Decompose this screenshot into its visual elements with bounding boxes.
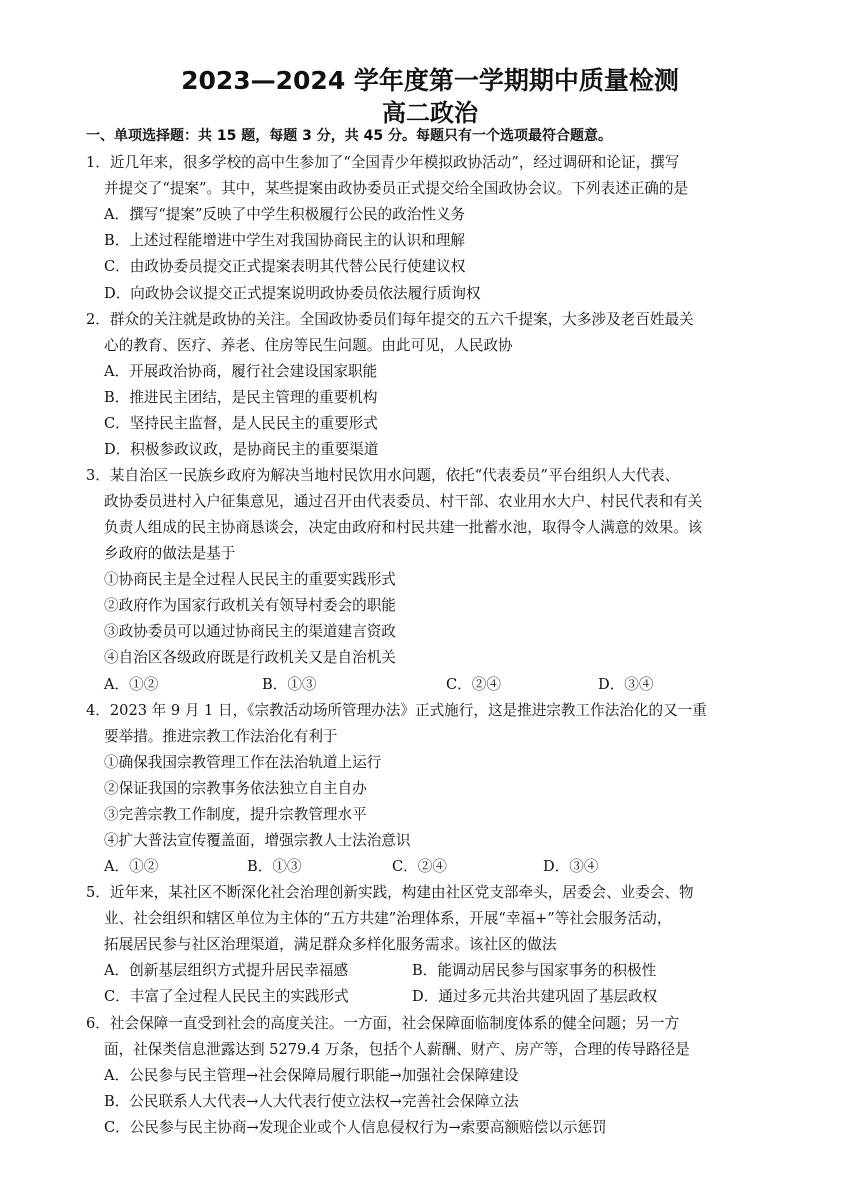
q6-option-a: A．公民参与民主管理→社会保障局履行职能→加强社会保障建设: [104, 1067, 519, 1084]
q3-option-d: D．③④: [598, 676, 654, 693]
q5-option-a: A．创新基层组织方式提升居民幸福感: [104, 962, 349, 979]
q4-option-a: A．①②: [104, 858, 159, 875]
q6-stem-line-2: 面，社保类信息泄露达到 5279.4 万条，包括个人薪酬、财产、房产等，合理的传导路径是: [104, 1041, 690, 1058]
q5-stem-line-2: 业、社会组织和辖区单位为主体的“五方共建”治理体系，开展“幸福+”等社会服务活动，: [104, 910, 672, 927]
q6-option-b: B．公民联系人大代表→人大代表行使立法权→完善社会保障立法: [104, 1093, 519, 1110]
q3-stem-line-1: 3．某自治区一民族乡政府为解决当地村民饮用水问题，依托“代表委员”平台组织人大代表、: [86, 467, 680, 484]
exam-title: 2023—2024 学年度第一学期期中质量检测: [181, 66, 679, 95]
q1-stem-line-2: 并提交了“提案”。其中，某些提案由政协委员正式提交给全国政协会议。下列表述正确的是: [104, 180, 689, 197]
exam-subject: 高二政治: [382, 99, 478, 127]
q5-stem-line-3: 拓展居民参与社区治理渠道，满足群众多样化服务需求。该社区的做法: [104, 936, 557, 953]
q4-option-c: C．②④: [392, 858, 447, 875]
q4-stem-line-2: 要举措。推进宗教工作法治化有利于: [104, 728, 338, 745]
q4-option-b: B．①③: [247, 858, 302, 875]
q4-statement-4: ④扩大普法宣传覆盖面，增强宗教人士法治意识: [104, 832, 411, 849]
q4-stem-line-1: 4．2023 年 9 月 1 日，《宗教活动场所管理办法》正式施行，这是推进宗教工作法治化的又一重: [86, 702, 707, 719]
q1-option-b: B．上述过程能增进中学生对我国协商民主的认识和理解: [104, 232, 465, 249]
q4-statement-2: ②保证我国的宗教事务依法独立自主自办: [104, 780, 367, 797]
section-heading: 一、单项选择题：共 15 题，每题 3 分，共 45 分。每题只有一个选项最符合题意。: [86, 128, 612, 144]
q3-stem-line-4: 乡政府的做法是基于: [104, 545, 236, 562]
q4-option-d: D．③④: [543, 858, 599, 875]
q1-option-a: A．撰写“提案”反映了中学生积极履行公民的政治性义务: [104, 206, 466, 223]
q3-stem-line-3: 负责人组成的民主协商恳谈会，决定由政府和村民共建一批蓄水池，取得令人满意的效果。该: [104, 519, 703, 536]
q3-statement-2: ②政府作为国家行政机关有领导村委会的职能: [104, 597, 396, 614]
q1-stem-line-1: 1．近几年来，很多学校的高中生参加了“全国青少年模拟政协活动”，经过调研和论证，撰写: [86, 154, 680, 171]
q6-stem-line-1: 6．社会保障一直受到社会的高度关注。一方面，社会保障面临制度体系的健全问题；另一方: [86, 1015, 680, 1032]
q5-stem-line-1: 5．近年来，某社区不断深化社会治理创新实践，构建由社区党支部牵头，居委会、业委会、物: [86, 884, 694, 901]
q2-option-b: B．推进民主团结，是民主管理的重要机构: [104, 389, 378, 406]
q3-option-b: B．①③: [262, 676, 317, 693]
q1-option-c: C．由政协委员提交正式提案表明其代替公民行使建议权: [104, 258, 466, 275]
q2-option-a: A．开展政治协商，履行社会建设国家职能: [104, 363, 378, 380]
q6-option-c: C．公民参与民主协商→发现企业或个人信息侵权行为→索要高额赔偿以示惩罚: [104, 1119, 607, 1136]
q2-option-d: D．积极参政议政，是协商民主的重要渠道: [104, 441, 379, 458]
q2-stem-line-1: 2．群众的关注就是政协的关注。全国政协委员们每年提交的五六千提案，大多涉及老百姓最关: [86, 311, 694, 328]
q5-option-c: C．丰富了全过程人民民主的实践形式: [104, 988, 349, 1005]
q3-statement-3: ③政协委员可以通过协商民主的渠道建言资政: [104, 623, 396, 640]
q3-option-c: C．②④: [446, 676, 501, 693]
q1-option-d: D．向政协会议提交正式提案说明政协委员依法履行质询权: [104, 285, 481, 302]
q3-option-a: A．①②: [104, 676, 159, 693]
q3-stem-line-2: 政协委员进村入户征集意见，通过召开由代表委员、村干部、农业用水大户、村民代表和有关: [104, 493, 703, 510]
q3-statement-1: ①协商民主是全过程人民民主的重要实践形式: [104, 571, 396, 588]
q5-option-d: D．通过多元共治共建巩固了基层政权: [412, 988, 658, 1005]
q2-option-c: C．坚持民主监督，是人民民主的重要形式: [104, 415, 378, 432]
q2-stem-line-2: 心的教育、医疗、养老、住房等民生问题。由此可见，人民政协: [104, 337, 513, 354]
q4-statement-1: ①确保我国宗教管理工作在法治轨道上运行: [104, 754, 382, 771]
q4-statement-3: ③完善宗教工作制度，提升宗教管理水平: [104, 806, 367, 823]
q5-option-b: B．能调动居民参与国家事务的积极性: [412, 962, 657, 979]
q3-statement-4: ④自治区各级政府既是行政机关又是自治机关: [104, 649, 396, 666]
